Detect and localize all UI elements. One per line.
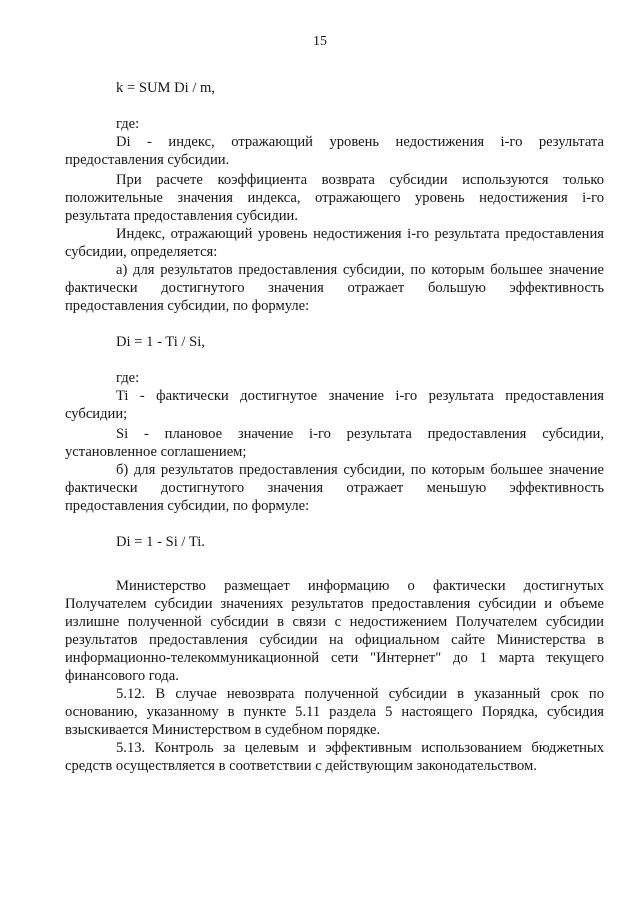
paragraph-5-13: 5.13. Контроль за целевым и эффективным использованием бюджетных средств осуществляется в соответствии с действующим законодательством. bbox=[65, 740, 604, 774]
document-body bbox=[65, 79, 604, 775]
paragraph-ti-definition: Ti - фактически достигнутое значение i-го результата предоставления субсидии; bbox=[65, 388, 604, 422]
where-label: где: bbox=[116, 116, 140, 132]
paragraph-si-definition: Si - плановое значение i-го результата предоставления субсидии, установленное соглашением; bbox=[65, 426, 604, 460]
paragraph-5-12: 5.12. В случае невозврата полученной субсидии в указанный срок по основанию, указанному в пункте 5.11 раздела 5 настоящего Порядка, субсидия взыскивается Министерством в судебном порядке. bbox=[65, 686, 604, 738]
scan-speck bbox=[312, 762, 330, 770]
formula-di-a: Di = 1 - Ti / Si, bbox=[116, 334, 205, 350]
paragraph-positive-values: При расчете коэффициента возврата субсидии используются только положительные значения индекса, отражающего уровень недостижения i-го результата предоставления субсидии. bbox=[65, 172, 604, 224]
paragraph-di-definition: Di - индекс, отражающий уровень недостижения i-го результата предоставления субсидии. bbox=[65, 134, 604, 168]
page-number: 15 bbox=[313, 34, 327, 49]
paragraph-case-b: б) для результатов предоставления субсидии, по которым большее значение фактически достигнутого значения отражает меньшую эффективность предоставления субсидии, по формуле: bbox=[65, 462, 604, 514]
paragraph-index-definition: Индекс, отражающий уровень недостижения i-го результата предоставления субсидии, определяется: bbox=[65, 226, 604, 260]
paragraph-case-a: а) для результатов предоставления субсидии, по которым большее значение фактически достигнутого значения отражает большую эффективность предоставления субсидии, по формуле: bbox=[65, 262, 604, 314]
formula-k: k = SUM Di / m, bbox=[116, 80, 216, 96]
formula-di-b: Di = 1 - Si / Ti. bbox=[116, 534, 205, 550]
where-label: где: bbox=[116, 370, 140, 386]
paragraph-ministry-info: Министерство размещает информацию о фактически достигнутых Получателем субсидии значениях результатов предоставления субсидии и объеме излишне полученной субсидии в связи с недостижением Получателем субсидии результатов предоставления субсидии на официальном сайте Министерства в информационно-телекоммуникационной сети "Интернет" до 1 марта текущего финансового года. bbox=[65, 578, 604, 684]
